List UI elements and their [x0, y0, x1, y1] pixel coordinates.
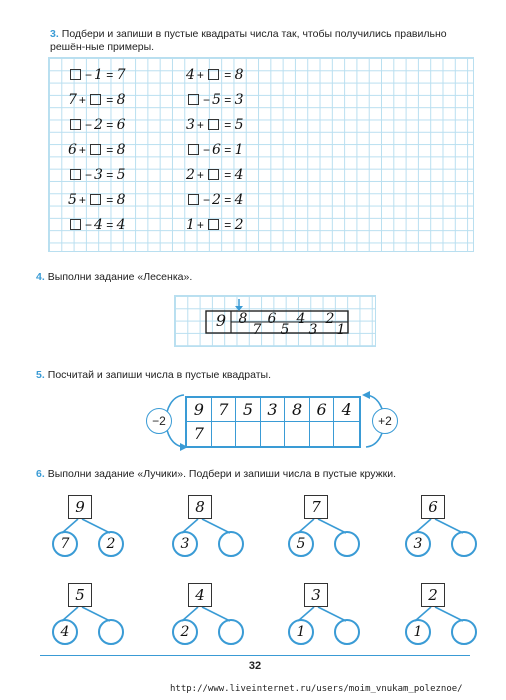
task5-number: 5. [36, 369, 45, 381]
tree-top-box-1: 9 [68, 495, 92, 519]
equals-sign: = [102, 68, 117, 82]
equation-op: + [196, 168, 204, 182]
task3-number: 3. [50, 28, 59, 40]
ladder-start: 9 [215, 311, 227, 330]
equation-a: 2 [186, 167, 195, 183]
table-cell-top-2: 7 [212, 398, 237, 422]
table-cell-top-6: 6 [310, 398, 335, 422]
equation-b: 1 [94, 67, 103, 83]
equation-res: 5 [116, 167, 126, 183]
tree-right-circle-8[interactable] [451, 619, 477, 645]
equation-a: 3 [186, 117, 195, 133]
equation-op: − [85, 68, 93, 82]
tree-left-circle-5: 4 [52, 619, 78, 645]
tree-right-circle-2[interactable] [218, 531, 244, 557]
equation-b: 2 [94, 117, 103, 133]
equation-op: − [203, 143, 211, 157]
equation-b: 2 [212, 192, 221, 208]
equation-b: 3 [94, 167, 103, 183]
equation-res: 1 [234, 142, 244, 158]
table-cell-top-7: 4 [334, 398, 359, 422]
table-cell-bottom-1: 7 [187, 422, 212, 446]
equation-res: 8 [116, 192, 126, 208]
equation-res: 8 [234, 67, 244, 83]
equals-sign: = [102, 118, 117, 132]
equation-res: 7 [116, 67, 126, 83]
equation-op: + [196, 118, 204, 132]
equals-sign: = [220, 193, 235, 207]
minus-two-label: −2 [152, 414, 166, 428]
ladder-bottom-3: 3 [308, 322, 318, 338]
equals-sign: = [220, 218, 235, 232]
tree-right-circle-1: 2 [98, 531, 124, 557]
tree-top-box-5: 5 [68, 583, 92, 607]
equals-sign: = [102, 93, 117, 107]
equals-sign: = [220, 168, 235, 182]
equation-res: 3 [234, 92, 244, 108]
equals-sign: = [220, 93, 235, 107]
equation-res: 8 [116, 142, 126, 158]
equation-op: − [85, 218, 93, 232]
table-cell-top-3: 5 [236, 398, 261, 422]
equation-a: 5 [68, 192, 77, 208]
task4-text: Выполни задание «Лесенка». [47, 271, 193, 283]
ladder-top-3: 4 [296, 311, 306, 327]
equals-sign: = [220, 118, 235, 132]
task6-number: 6. [36, 468, 45, 480]
task3-text: Подбери и запиши в пустые квадраты числа так, чтобы получились правильно решён-ные примеры. [50, 28, 447, 53]
ladder-top-2: 6 [267, 311, 277, 327]
ladder-bottom-1: 7 [252, 322, 262, 338]
ladder-top-4: 2 [325, 311, 335, 327]
tree-top-box-3: 7 [304, 495, 328, 519]
equation-a: 1 [186, 217, 195, 233]
tree-left-circle-6: 2 [172, 619, 198, 645]
equation-op: + [196, 68, 204, 82]
ladder-top-1: 8 [238, 311, 248, 327]
table-cell-top-1: 9 [187, 398, 212, 422]
tree-right-circle-5[interactable] [98, 619, 124, 645]
equation-res: 4 [234, 192, 244, 208]
tree-top-box-8: 2 [421, 583, 445, 607]
equation-op: − [85, 168, 93, 182]
watermark-url: http://www.liveinternet.ru/users/moim_vnukam_poleznoe/ [170, 684, 463, 694]
equals-sign: = [220, 143, 235, 157]
ladder-bottom-2: 5 [280, 322, 290, 338]
table-cell-top-4: 3 [261, 398, 286, 422]
equation-res: 2 [234, 217, 244, 233]
equation-op: + [78, 193, 86, 207]
task5-text: Посчитай и запиши числа в пустые квадраты. [47, 369, 272, 381]
equation-op: + [78, 143, 86, 157]
tree-top-box-6: 4 [188, 583, 212, 607]
equation-op: − [203, 193, 211, 207]
equation-res: 5 [234, 117, 244, 133]
plus-two-label: +2 [378, 414, 392, 428]
tree-top-box-2: 8 [188, 495, 212, 519]
tree-right-circle-4[interactable] [451, 531, 477, 557]
task4-number: 4. [36, 271, 45, 283]
tree-left-circle-7: 1 [288, 619, 314, 645]
equals-sign: = [220, 68, 235, 82]
equals-sign: = [102, 218, 117, 232]
tree-right-circle-3[interactable] [334, 531, 360, 557]
tree-left-circle-4: 3 [405, 531, 431, 557]
equation-res: 6 [116, 117, 126, 133]
tree-top-box-7: 3 [304, 583, 328, 607]
tree-left-circle-8: 1 [405, 619, 431, 645]
footer-rule [40, 655, 470, 656]
table-cell-top-5: 8 [285, 398, 310, 422]
equation-a: 7 [68, 92, 77, 108]
equation-b: 4 [94, 217, 103, 233]
equation-res: 4 [116, 217, 126, 233]
equals-sign: = [102, 168, 117, 182]
tree-right-circle-6[interactable] [218, 619, 244, 645]
task6-text: Выполни задание «Лучики». Подбери и запиши числа в пустые кружки. [47, 468, 396, 480]
tree-left-circle-2: 3 [172, 531, 198, 557]
equation-res: 8 [116, 92, 126, 108]
tree-top-box-4: 6 [421, 495, 445, 519]
tree-left-circle-3: 5 [288, 531, 314, 557]
page-number: 32 [248, 660, 262, 672]
equation-a: 4 [186, 67, 195, 83]
equation-op: + [196, 218, 204, 232]
tree-left-circle-1: 7 [52, 531, 78, 557]
equation-res: 4 [234, 167, 244, 183]
equals-sign: = [102, 143, 117, 157]
equation-a: 6 [68, 142, 77, 158]
equation-b: 6 [212, 142, 221, 158]
tree-right-circle-7[interactable] [334, 619, 360, 645]
ladder-bottom-4: 1 [336, 322, 346, 338]
equals-sign: = [102, 193, 117, 207]
equation-op: + [78, 93, 86, 107]
equation-op: − [203, 93, 211, 107]
equation-b: 5 [212, 92, 221, 108]
equation-op: − [85, 118, 93, 132]
